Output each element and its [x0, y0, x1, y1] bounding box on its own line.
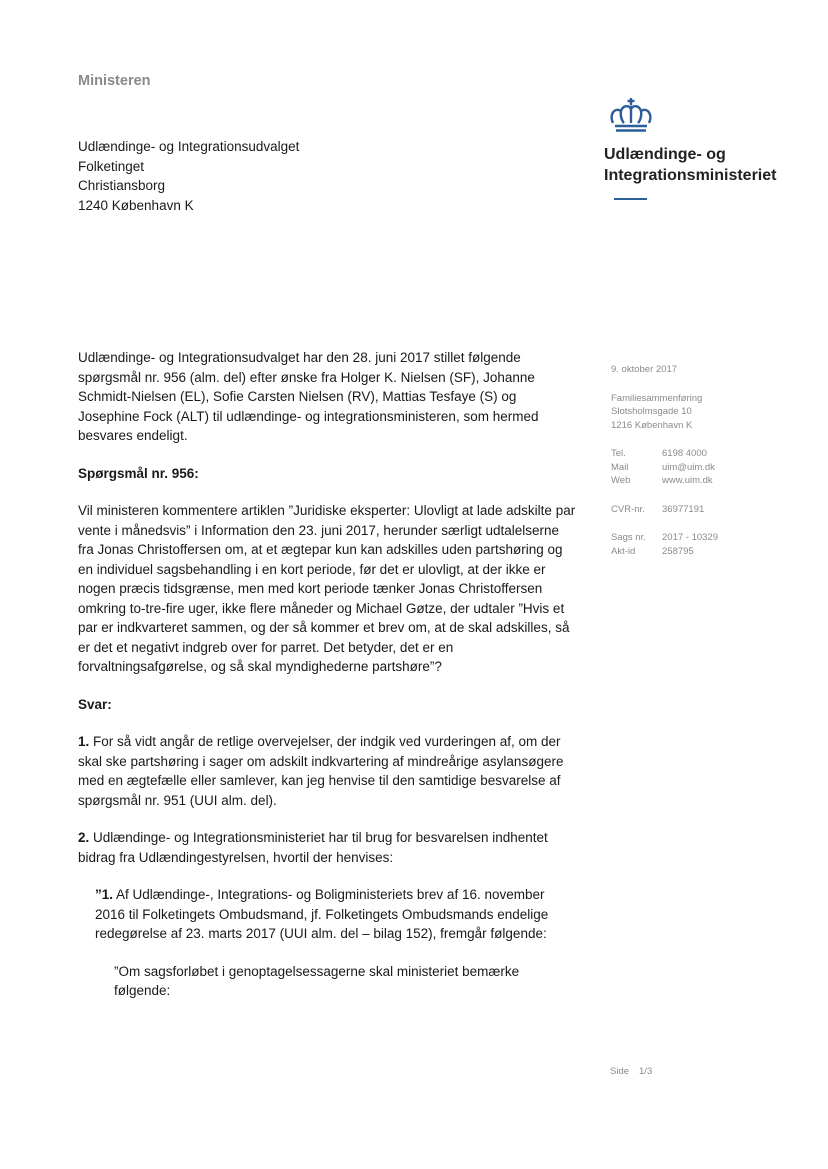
- recipient-line: Christiansborg: [78, 178, 166, 193]
- contact-row: [611, 461, 718, 475]
- paragraph-number: 1.: [78, 734, 90, 749]
- page-number: 1/3: [639, 1066, 653, 1077]
- recipient-line: Folketinget: [78, 158, 145, 174]
- header-label: Ministeren: [78, 73, 151, 89]
- contact-row: [611, 447, 718, 461]
- question-text: Vil ministeren kommentere artiklen ”Juridiske eksperter: Ulovligt at lade adskilte par vente i månedsvis” i Information den 23. juni 2017, herunder særligt udtalelserne fra Jonas Christoffersen om, at et ægtepar kun kan adskilles uden partshøring og en individuel sagsbehandling i en kort periode, før det er ulovligt, at der ikke er nogen præcis tidsgrænse, men med kort periode tænker Jonas Christoffersen omkring to-tre-fire uger, ikke flere måneder og Michael Gøtze, der udtaler ”Hvis et par er indkvarteret sammen, og der så kommer et brev om, at de skal adskilles, så er det et negativt indgreb over for parret. Det betyder, det er en forvaltningsafgørelse, og så skal myndighederne partshøre”?: [78, 503, 576, 674]
- case-row: [611, 545, 718, 559]
- case-info: [611, 531, 718, 558]
- letter-date: 9. oktober 2017: [611, 364, 678, 375]
- crown-icon: [607, 96, 655, 136]
- logo-divider: [614, 198, 647, 200]
- contact-key: Tel.: [611, 448, 626, 459]
- recipient-line: Udlændinge- og Integrationsudvalget: [78, 139, 300, 154]
- paragraph-text: Af Udlændinge-, Integrations- og Boligministeriets brev af 16. november 2016 til Folketingets Ombudsmand, jf. Folketingets Ombudsmands endelige redegørelse af 23. marts 2017 (UUI alm. del – bilag 152), fremgår følgende:: [95, 887, 549, 941]
- sender-address: [611, 392, 718, 433]
- case-row: [611, 531, 718, 545]
- case-value: 258795: [662, 545, 694, 557]
- recipient-address: [78, 137, 299, 215]
- contact-info: [611, 447, 718, 488]
- page-label: Side: [610, 1066, 630, 1077]
- ministry-name-line: Udlændinge- og: [604, 146, 726, 163]
- answer-paragraph-1: [78, 732, 578, 810]
- answer-paragraph-2: [78, 828, 578, 867]
- address-line: Slotsholmsgade 10: [611, 406, 692, 417]
- ministry-name: [604, 144, 814, 186]
- recipient-line: 1240 København K: [78, 197, 194, 213]
- cvr-info: [611, 503, 718, 517]
- address-line: Familiesammenføring: [611, 392, 703, 404]
- paragraph-text: For så vidt angår de retlige overvejelser, der indgik ved vurderingen af, om der skal ske partshøring i sager om adskilt indkvartering af mindreårige asylansøgere med en ægtefælle eller samlever, kan jeg henvise til den samtidige besvarelse af spørgsmål nr. 951 (UUI alm. del).: [78, 734, 564, 808]
- paragraph-text: Udlændinge- og Integrationsministeriet har til brug for besvarelsen indhentet bidrag fra Udlændingestyrelsen, hvortil der henvises:: [78, 830, 548, 865]
- cvr-row: [611, 503, 718, 517]
- cvr-value: 36977191: [662, 503, 705, 515]
- ministry-name-line: Integrationsministeriet: [604, 167, 777, 184]
- contact-key: Mail: [611, 461, 629, 473]
- contact-value: 6198 4000: [662, 448, 707, 459]
- letter-body: [78, 348, 578, 1019]
- cvr-key: CVR-nr.: [611, 503, 645, 515]
- paragraph-number: 2.: [78, 830, 90, 845]
- case-key: Sags nr.: [611, 532, 646, 543]
- address-line: 1216 København K: [611, 419, 693, 431]
- contact-key: Web: [611, 475, 631, 486]
- sidebar-info: [611, 363, 718, 573]
- case-key: Akt-id: [611, 545, 636, 557]
- quoted-paragraph-1: [78, 885, 578, 944]
- intro-paragraph: Udlændinge- og Integrationsudvalget har den 28. juni 2017 stillet følgende spørgsmål nr. 956 (alm. del) efter ønske fra Holger K. Nielsen (SF), Johanne Schmidt-Nielsen (EL), Sofie Carsten Nielsen (RV), Mattias Tesfaye (S) og Josephine Fock (ALT) til udlændinge- og integrationsministeren, som hermed besvares endeligt.: [78, 350, 539, 443]
- ministry-logo: [604, 96, 814, 200]
- contact-value: uim@uim.dk: [662, 461, 715, 473]
- paragraph-number: ”1.: [95, 887, 114, 902]
- contact-row: [611, 474, 718, 488]
- contact-value: www.uim.dk: [662, 475, 713, 486]
- case-value: 2017 - 10329: [662, 532, 718, 543]
- page-footer: [610, 1066, 662, 1077]
- question-heading: Spørgsmål nr. 956:: [78, 465, 199, 481]
- quoted-paragraph-2: ”Om sagsforløbet i genoptagelsessagerne skal ministeriet bemærke følgende:: [114, 963, 520, 998]
- answer-heading: Svar:: [78, 696, 112, 712]
